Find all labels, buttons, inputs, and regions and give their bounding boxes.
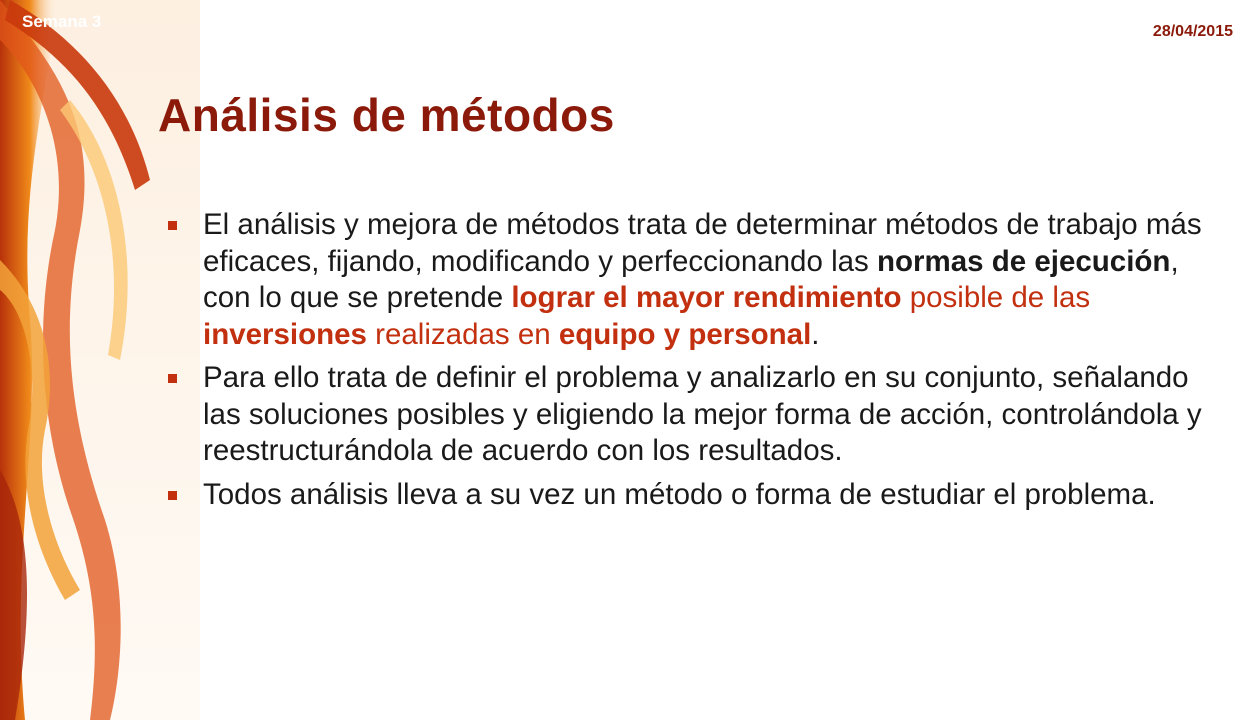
bullet-text: Todos análisis lleva a su vez un método o forma de estudiar el problema. xyxy=(203,477,1156,511)
bullet-highlight: posible de las xyxy=(901,281,1091,314)
bullet-text: Para ello trata de definir el problema y analizarlo en su conjunto, señalando las soluciones posibles y eligiendo la mejor forma de acción, controlándola y reestructurándola de acuerdo con los resultados. xyxy=(203,361,1202,467)
bullet-text: , con lo que se pretende xyxy=(203,244,1179,314)
bullet-bold-text: normas de ejecución xyxy=(876,244,1171,278)
week-label: Semana 3 xyxy=(22,12,102,31)
bullet-item xyxy=(163,477,1233,514)
date-label: 28/04/2015 xyxy=(1152,23,1233,40)
square-bullet-icon xyxy=(168,221,177,230)
bullet-list xyxy=(163,207,1233,520)
slide-title: Análisis de métodos xyxy=(158,89,615,141)
bullet-highlight: inversiones xyxy=(203,317,367,351)
bullet-highlight: realizadas en xyxy=(366,317,559,351)
square-bullet-icon xyxy=(168,491,177,500)
bullet-highlight: lograr el mayor rendimiento xyxy=(511,281,902,314)
bullet-item xyxy=(163,207,1233,353)
bullet-text: . xyxy=(811,317,820,351)
bullet-text: El análisis y mejora de métodos trata de determinar métodos de trabajo más eficaces, fijando, modificando y perfeccionando las xyxy=(203,208,1202,278)
bullet-highlight: equipo y personal xyxy=(558,317,812,351)
bullet-item xyxy=(163,360,1233,470)
square-bullet-icon xyxy=(168,374,177,383)
